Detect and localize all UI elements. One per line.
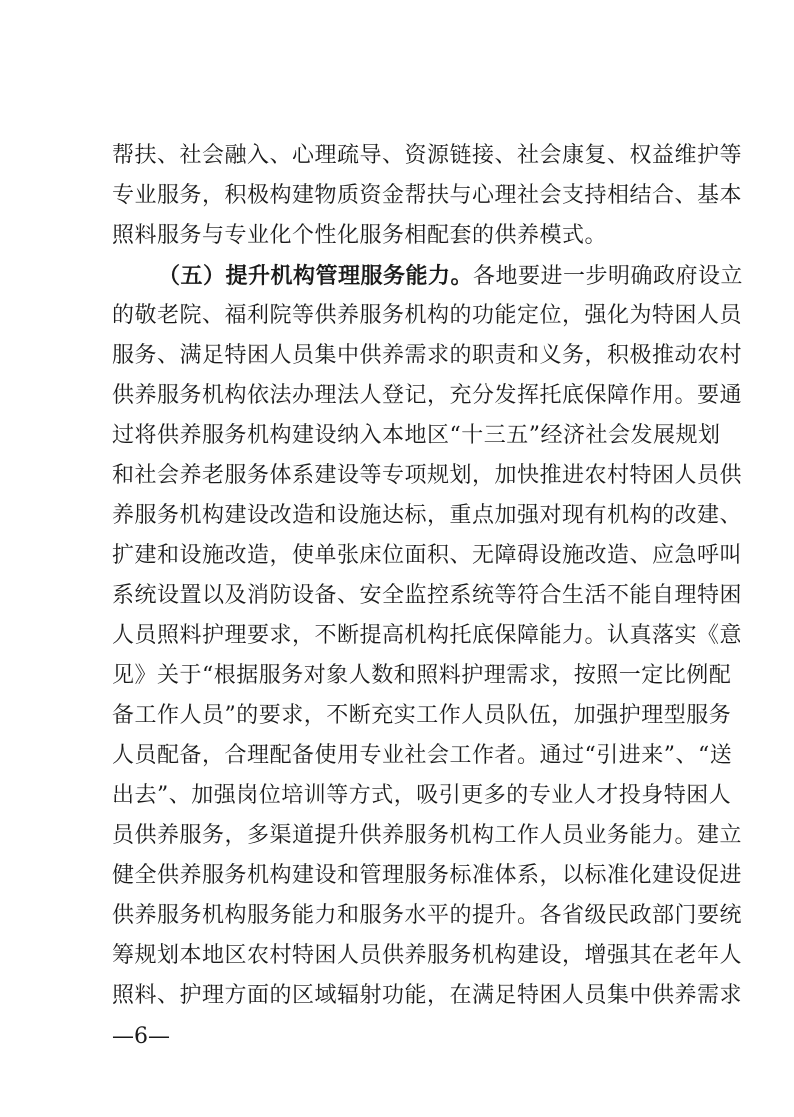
text-line: 见》关于“根据服务对象人数和照料护理需求，按照一定比例配 [112,663,732,688]
text-line: 员供养服务，多渠道提升供养服务机构工作人员业务能力。建立 [112,823,743,848]
section-heading: （五）提升机构管理服务能力。 [158,263,474,289]
text-line: 帮扶、社会融入、心理疏导、资源链接、社会康复、权益维护等 [112,143,743,168]
text-line: 养服务机构建设改造和设施达标，重点加强对现有机构的改建、 [112,503,743,528]
text-span: 各地要进一步明确政府设立 [473,264,744,289]
text-line: 照料服务与专业化个性化服务相配套的供养模式。 [112,223,608,248]
text-line: 服务、满足特困人员集中供养需求的职责和义务，积极推动农村 [112,343,743,368]
text-line: 过将供养服务机构建设纳入本地区“十三五”经济社会发展规划 [112,423,721,448]
page-number: —6— [112,1024,170,1049]
text-line: 人员配备，合理配备使用专业社会工作者。通过“引进来”、“送 [112,743,733,768]
text-line: 照料、护理方面的区域辐射功能，在满足特困人员集中供养需求 [112,983,743,1008]
text-line: 供养服务机构服务能力和服务水平的提升。各省级民政部门要统 [112,903,743,928]
text-line: 人员照料护理要求，不断提高机构托底保障能力。认真落实《意 [112,623,743,648]
text-line: 健全供养服务机构建设和管理服务标准体系，以标准化建设促进 [112,863,743,888]
text-line: 供养服务机构依法办理法人登记，充分发挥托底保障作用。要通 [112,383,743,408]
text-line: 专业服务，积极构建物质资金帮扶与心理社会支持相结合、基本 [112,183,743,208]
text-line: 出去”、加强岗位培训等方式，吸引更多的专业人才投身特困人 [112,783,732,808]
section-heading-line [158,260,744,292]
text-line: 备工作人员”的要求，不断充实工作人员队伍，加强护理型服务 [112,703,732,728]
text-line: 和社会养老服务体系建设等专项规划，加快推进农村特困人员供 [112,463,743,488]
text-line: 系统设置以及消防设备、安全监控系统等符合生活不能自理特困 [112,583,743,608]
text-line: 的敬老院、福利院等供养服务机构的功能定位，强化为特困人员 [112,303,743,328]
text-line: 筹规划本地区农村特困人员供养服务机构建设，增强其在老年人 [112,943,743,968]
text-line: 扩建和设施改造，使单张床位面积、无障碍设施改造、应急呼叫 [112,543,743,568]
